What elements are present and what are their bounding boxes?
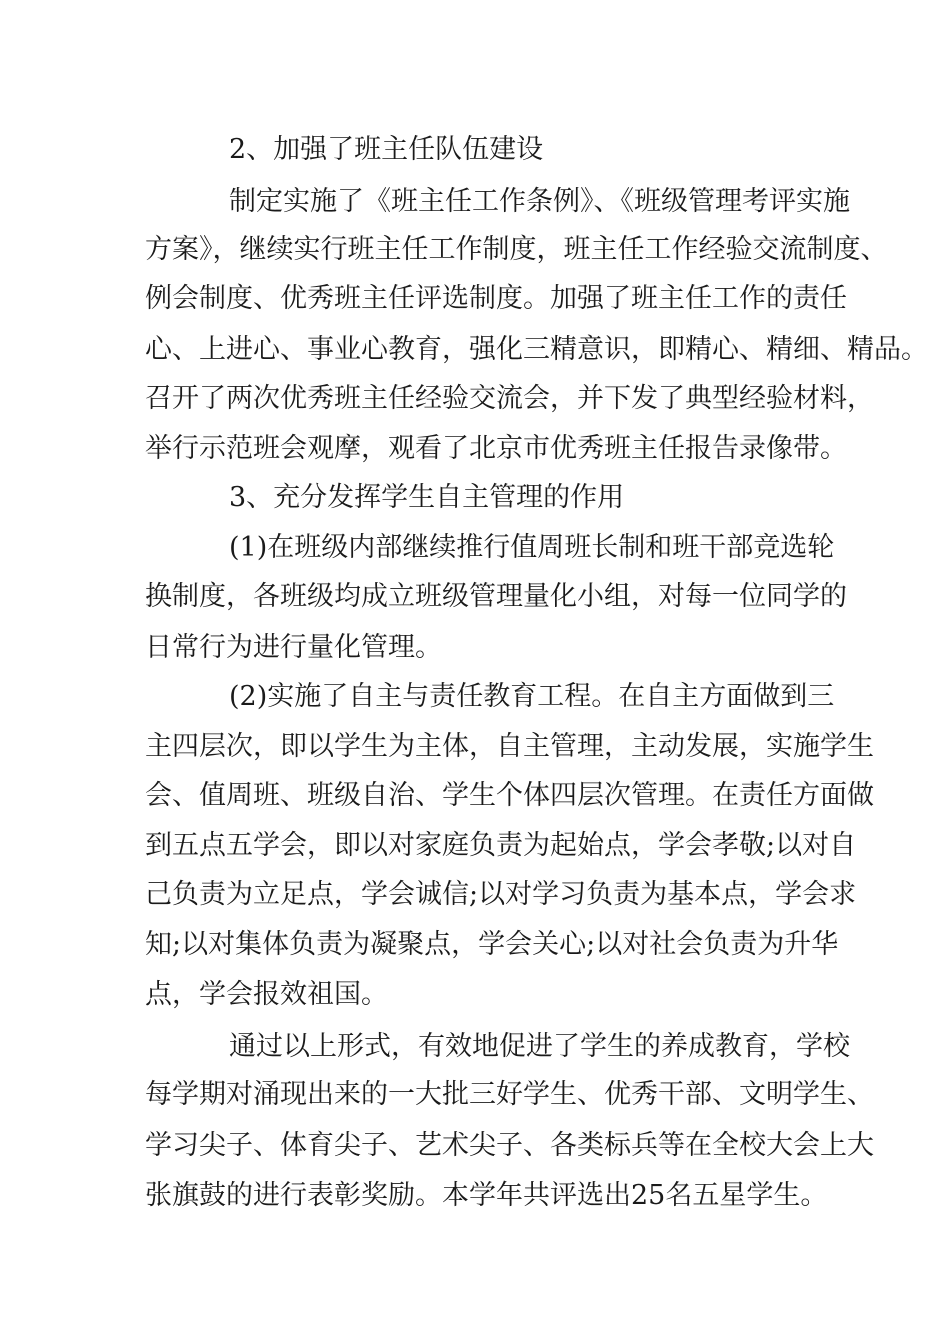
paragraph-line: 制定实施了《班主任工作条例》、《班级管理考评实施: [229, 186, 850, 217]
paragraph-line: (1)在班级内部继续推行值周班长制和班干部竞选轮: [229, 532, 835, 563]
paragraph-line: 通过以上形式，有效地促进了学生的养成教育，学校: [229, 1031, 850, 1062]
paragraph-line: 到五点五学会，即以对家庭负责为起始点，学会孝敬;以对自: [145, 830, 857, 861]
paragraph-line: (2)实施了自主与责任教育工程。在自主方面做到三: [229, 681, 835, 712]
paragraph-line: 学习尖子、体育尖子、艺术尖子、各类标兵等在全校大会上大: [145, 1130, 874, 1161]
paragraph-line: 每学期对涌现出来的一大批三好学生、优秀干部、文明学生、: [145, 1079, 874, 1110]
paragraph-line: 会、值周班、班级自治、学生个体四层次管理。在责任方面做: [145, 780, 874, 811]
paragraph-line: 心、上进心、事业心教育，强化三精意识，即精心、精细、精品。: [145, 334, 928, 365]
paragraph-line: 点，学会报效祖国。: [145, 979, 388, 1010]
paragraph-line: 换制度，各班级均成立班级管理量化小组，对每一位同学的: [145, 581, 847, 612]
paragraph-line: 主四层次，即以学生为主体，自主管理，主动发展，实施学生: [145, 731, 874, 762]
paragraph-line: 举行示范班会观摩，观看了北京市优秀班主任报告录像带。: [145, 433, 847, 464]
paragraph-line: 己负责为立足点，学会诚信;以对学习负责为基本点，学会求: [145, 879, 857, 910]
heading-student-self-management: 3、充分发挥学生自主管理的作用: [229, 482, 625, 513]
heading-class-teacher-team: 2、加强了班主任队伍建设: [229, 134, 544, 165]
paragraph-line: 知;以对集体负责为凝聚点，学会关心;以对社会负责为升华: [145, 929, 839, 960]
paragraph-line: 方案》，继续实行班主任工作制度，班主任工作经验交流制度、: [145, 234, 888, 265]
paragraph-line: 日常行为进行量化管理。: [145, 632, 442, 663]
paragraph-line: 例会制度、优秀班主任评选制度。加强了班主任工作的责任: [145, 283, 847, 314]
paragraph-line: 召开了两次优秀班主任经验交流会，并下发了典型经验材料，: [145, 383, 874, 414]
paragraph-line: 张旗鼓的进行表彰奖励。本学年共评选出25名五星学生。: [145, 1180, 828, 1211]
